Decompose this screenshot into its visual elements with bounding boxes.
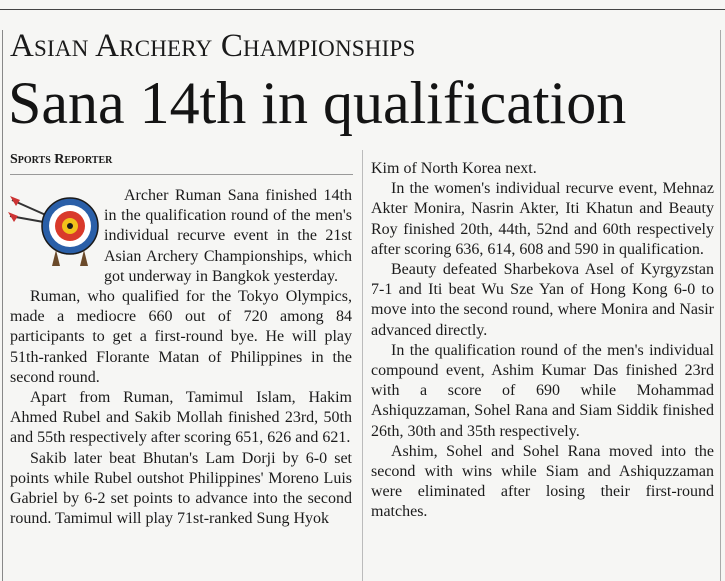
- paragraph: In the women's individual recurve event, Mehnaz Akter Monira, Nasrin Akter, Iti Khatun and Beauty Roy finished 20th, 44th, 52nd and 60th respectively after scoring 636, 614, 608 and 590 in qualification.: [371, 180, 714, 258]
- paragraph: Apart from Ruman, Tamimul Islam, Hakim Ahmed Rubel and Sakib Mollah finished 23rd, 50th and 55th respectively after scoring 651, 626 and 621.: [10, 389, 352, 447]
- paragraph: In the qualification round of the men's individual compound event, Ashim Kumar Das finished 23rd with a score of 690 while Mohammad Ashiquzzaman, Sohel Rana and Siam Siddik finished 26th, 30th and 35th respectively.: [371, 341, 714, 440]
- paragraph: Beauty defeated Sharbekova Asel of Kyrgyzstan 7-1 and Iti beat Wu Sze Yan of Hong Kong 6-0 to move into the second round, where Monira and Nasir advanced directly.: [371, 261, 714, 339]
- paragraph: Sakib later beat Bhutan's Lam Dorji by 6-0 set points while Rubel outshot Philippines' Moreno Luis Gabriel by 6-2 set points to advance into the second round. Tamimul will play 71st-ranked Sung Hyok: [10, 449, 352, 528]
- column-divider: [362, 150, 363, 581]
- paragraph: Archer Ruman Sana finished 14th in the qualification round of the men's individual recurve event in the 21st Asian Archery Championships, which got underway in Bangkok yesterday.: [104, 187, 352, 285]
- paragraph-continuation: Kim of North Korea next.: [371, 160, 537, 177]
- paragraph: Ruman, who qualified for the Tokyo Olympics, made a mediocre 660 out of 720 among 84 participants to get a first-round bye. He will play 51th-ranked Florante Matan of Philippines in the second round.: [10, 288, 352, 386]
- right-border: [720, 30, 721, 581]
- section-kicker: Asian Archery Championships: [10, 28, 416, 64]
- article-column-2: [371, 159, 714, 523]
- byline: Sports Reporter: [10, 152, 113, 167]
- byline-rule: [10, 174, 353, 175]
- left-border: [2, 30, 3, 581]
- paragraph: Ashim, Sohel and Sohel Rana moved into the second with wins while Siam and Ashiquzzaman were eliminated after losing their first-round matches.: [371, 442, 714, 521]
- article-column-1: [10, 186, 352, 529]
- archery-target-icon: [8, 188, 100, 268]
- top-rule: [0, 9, 725, 10]
- headline: Sana 14th in qualification: [8, 70, 627, 136]
